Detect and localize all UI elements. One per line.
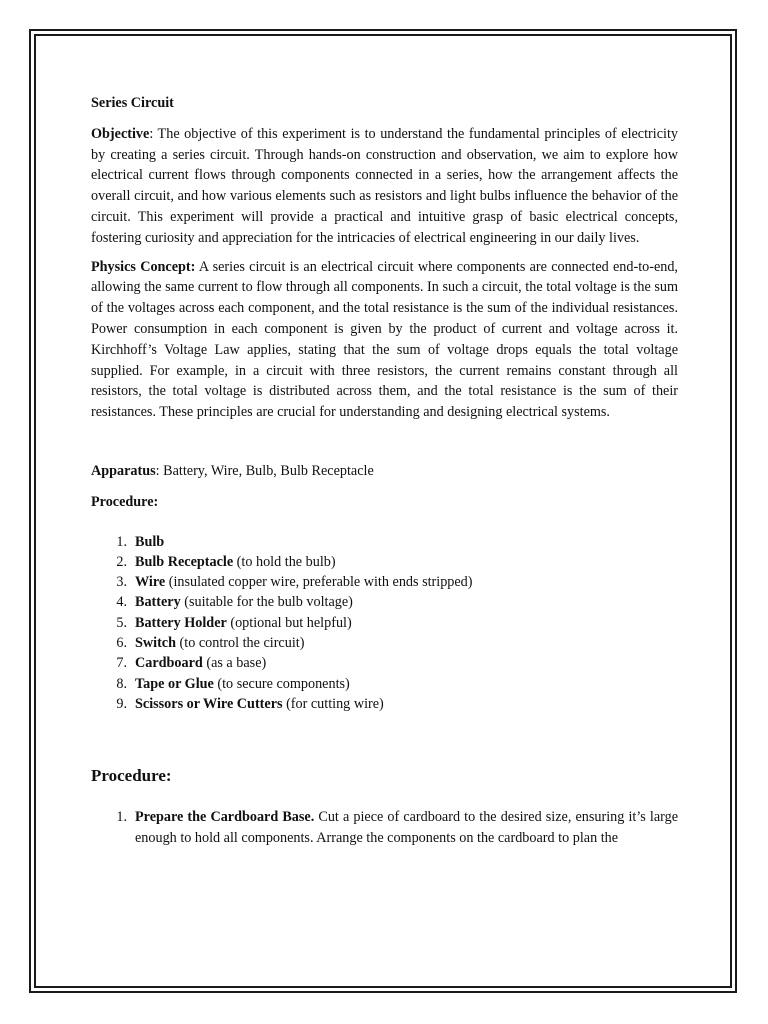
- list-item-number: 8.: [116, 675, 127, 692]
- apparatus-label: Apparatus: [91, 462, 156, 479]
- objective-paragraph: [91, 124, 678, 249]
- objective-text: : The objective of this experiment is to understand the fundamental principles of electricity by creating a series circuit. Through hands-on construction and observation, we aim to explore how electrical current flows through components connected in a series, how the arrangement affects the overall circuit, and how various elements such as resistors and light bulbs influence the behavior of the circuit. This experiment will provide a practical and intuitive grasp of basic electrical concepts, fostering curiosity and appreciation for the intricacies of electrical engineering in our daily lives.: [91, 125, 678, 246]
- list-item-note: (to control the circuit): [176, 635, 305, 652]
- apparatus-paragraph: [91, 461, 678, 482]
- step-number: 1.: [116, 809, 127, 826]
- procedure-steps-list: [91, 807, 678, 849]
- list-item-note: (optional but helpful): [226, 614, 352, 631]
- list-item-name: Battery: [135, 594, 181, 611]
- list-item-number: 1.: [116, 533, 127, 550]
- list-item-number: 2.: [116, 553, 127, 570]
- list-item: [91, 592, 678, 612]
- objective-label: Objective: [91, 125, 150, 142]
- list-item-name: Switch: [135, 635, 176, 652]
- list-item-number: 5.: [116, 614, 127, 631]
- list-item-note: (to secure components): [213, 675, 350, 692]
- document-body: [91, 93, 678, 849]
- list-item-note: (as a base): [202, 655, 267, 672]
- step-title: Prepare the Cardboard Base.: [135, 809, 315, 826]
- list-item-name: Bulb: [135, 533, 165, 550]
- procedure-step: [91, 807, 678, 849]
- list-item-name: Bulb Receptacle: [135, 553, 234, 570]
- list-item-name: Wire: [135, 574, 166, 591]
- list-item-note: (for cutting wire): [282, 695, 384, 712]
- list-item-number: 4.: [116, 594, 127, 611]
- procedure-heading-steps: Procedure:: [91, 766, 172, 786]
- list-item: [91, 674, 678, 694]
- physics-concept-label: Physics Concept:: [91, 258, 196, 275]
- physics-concept-text: A series circuit is an electrical circuit where components are connected end-to-end, allowing the same current to flow through all components. In such a circuit, the total voltage is the sum of the voltages across each component, and the total resistance is the sum of the individual resistances. Power consumption in each component is given by the product of current and voltage across it. Kirchhoff’s Voltage Law applies, stating that the sum of voltage drops equals the total voltage supplied. For example, in a circuit with three resistors, the current remains constant through all resistors, the total voltage is distributed across them, and the total resistance is the sum of their resistances. These principles are crucial for understanding and designing electrical systems.: [91, 258, 678, 421]
- list-item-note: (suitable for the bulb voltage): [180, 594, 353, 611]
- list-item-number: 6.: [116, 635, 127, 652]
- list-item: [91, 613, 678, 633]
- list-item-number: 3.: [116, 574, 127, 591]
- list-item-name: Cardboard: [135, 655, 203, 672]
- list-item-name: Battery Holder: [135, 614, 227, 631]
- list-item-note: (to hold the bulb): [233, 553, 336, 570]
- list-item: [91, 694, 678, 714]
- list-item: [91, 552, 678, 572]
- list-item: [91, 572, 678, 592]
- list-item-number: 7.: [116, 655, 127, 672]
- list-item-number: 9.: [116, 695, 127, 712]
- step-text: Cut a piece of cardboard to the desired size, ensuring it’s large enough to hold all components. Arrange the components on the cardboard to plan the: [135, 809, 678, 846]
- physics-concept-paragraph: [91, 257, 678, 423]
- list-item-name: Tape or Glue: [135, 675, 214, 692]
- list-item-note: (insulated copper wire, preferable with ends stripped): [165, 574, 473, 591]
- list-item: [91, 532, 678, 552]
- apparatus-text: : Battery, Wire, Bulb, Bulb Receptacle: [155, 462, 374, 479]
- list-item: [91, 653, 678, 673]
- procedure-heading-materials: Procedure:: [91, 493, 159, 510]
- document-title: Series Circuit: [91, 95, 174, 111]
- list-item-name: Scissors or Wire Cutters: [135, 695, 283, 712]
- materials-list: [91, 532, 678, 715]
- list-item: [91, 633, 678, 653]
